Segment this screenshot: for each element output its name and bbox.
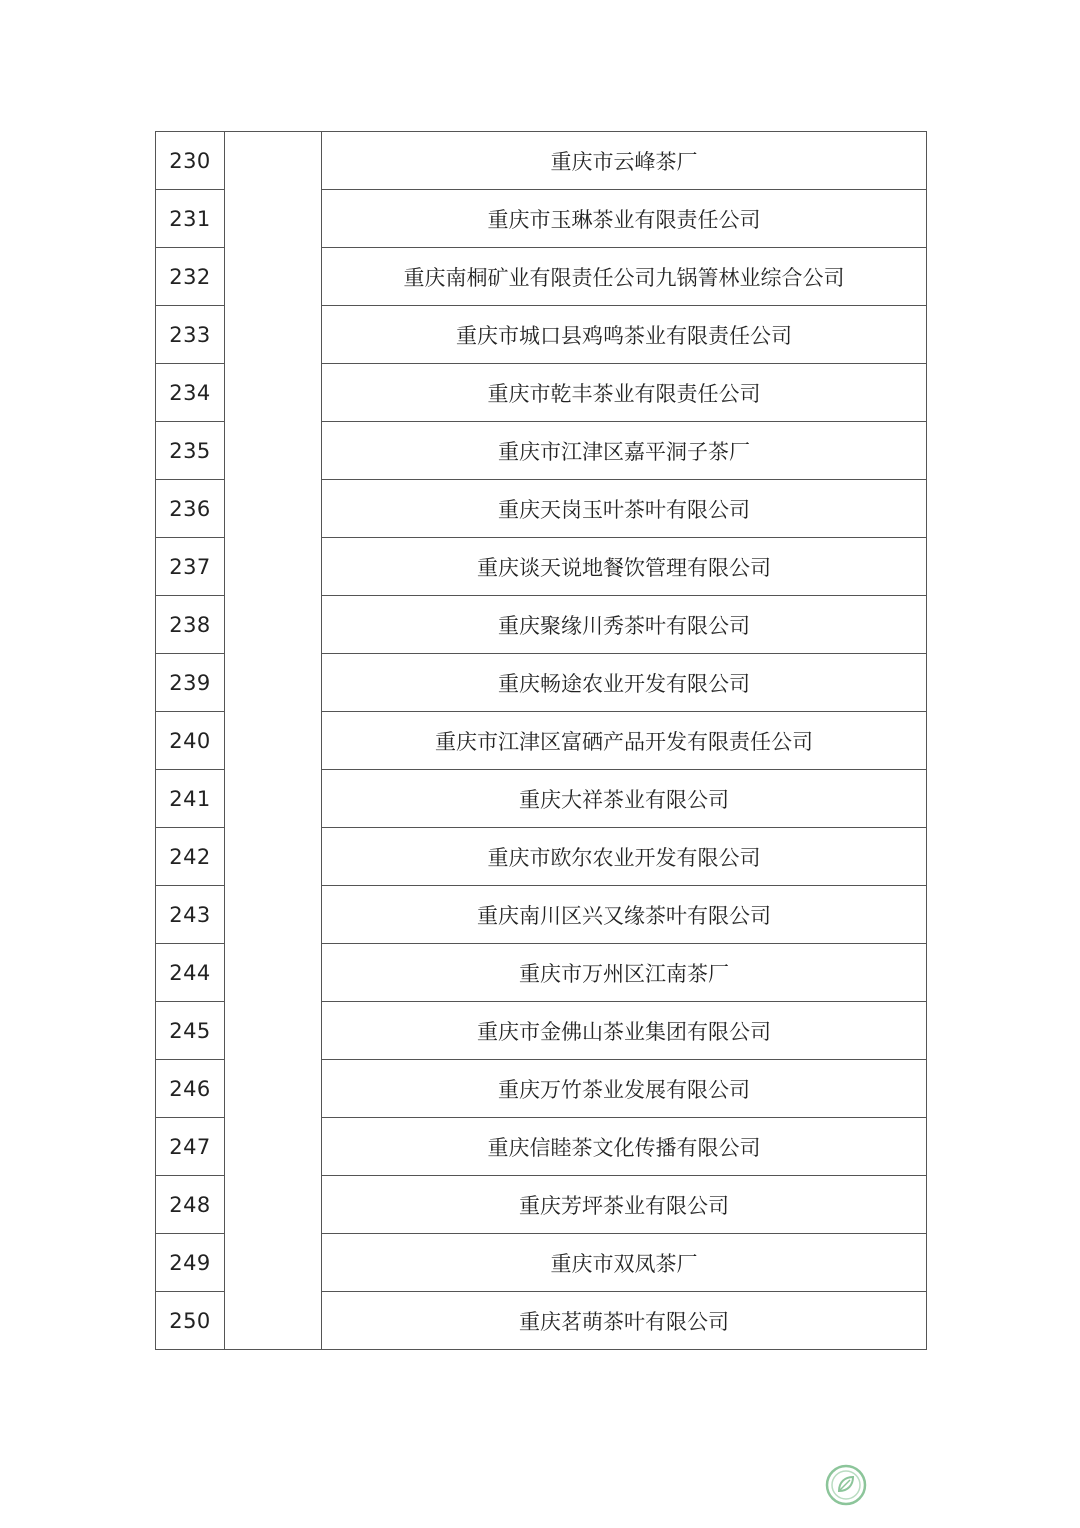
row-number: 240 xyxy=(156,712,225,770)
company-list-table xyxy=(155,131,927,1350)
company-name: 重庆聚缘川秀茶叶有限公司 xyxy=(322,596,927,654)
row-number: 247 xyxy=(156,1118,225,1176)
region-cell xyxy=(225,132,322,1350)
company-name: 重庆市乾丰茶业有限责任公司 xyxy=(322,364,927,422)
row-number: 250 xyxy=(156,1292,225,1350)
company-name: 重庆谈天说地餐饮管理有限公司 xyxy=(322,538,927,596)
row-number: 244 xyxy=(156,944,225,1002)
row-number: 249 xyxy=(156,1234,225,1292)
company-list-body xyxy=(156,132,927,1350)
leaf-circle-logo-icon xyxy=(825,1464,867,1506)
company-name: 重庆大祥茶业有限公司 xyxy=(322,770,927,828)
row-number: 232 xyxy=(156,248,225,306)
company-name: 重庆万竹茶业发展有限公司 xyxy=(322,1060,927,1118)
company-name: 重庆市江津区富硒产品开发有限责任公司 xyxy=(322,712,927,770)
company-name: 重庆市金佛山茶业集团有限公司 xyxy=(322,1002,927,1060)
company-name: 重庆南桐矿业有限责任公司九锅箐林业综合公司 xyxy=(322,248,927,306)
company-name: 重庆信睦茶文化传播有限公司 xyxy=(322,1118,927,1176)
row-number: 234 xyxy=(156,364,225,422)
row-number: 241 xyxy=(156,770,225,828)
row-number: 231 xyxy=(156,190,225,248)
row-number: 246 xyxy=(156,1060,225,1118)
row-number: 243 xyxy=(156,886,225,944)
company-name: 重庆市双凤茶厂 xyxy=(322,1234,927,1292)
row-number: 238 xyxy=(156,596,225,654)
table-row xyxy=(156,132,927,190)
company-name: 重庆市城口县鸡鸣茶业有限责任公司 xyxy=(322,306,927,364)
company-name: 重庆茗萌茶叶有限公司 xyxy=(322,1292,927,1350)
row-number: 236 xyxy=(156,480,225,538)
company-name: 重庆市玉琳茶业有限责任公司 xyxy=(322,190,927,248)
company-name: 重庆市云峰茶厂 xyxy=(322,132,927,190)
row-number: 248 xyxy=(156,1176,225,1234)
company-name: 重庆南川区兴又缘茶叶有限公司 xyxy=(322,886,927,944)
company-name: 重庆芳坪茶业有限公司 xyxy=(322,1176,927,1234)
company-name: 重庆市万州区江南茶厂 xyxy=(322,944,927,1002)
company-name: 重庆市欧尔农业开发有限公司 xyxy=(322,828,927,886)
row-number: 239 xyxy=(156,654,225,712)
row-number: 237 xyxy=(156,538,225,596)
row-number: 235 xyxy=(156,422,225,480)
company-name: 重庆市江津区嘉平洞子茶厂 xyxy=(322,422,927,480)
row-number: 233 xyxy=(156,306,225,364)
company-name: 重庆畅途农业开发有限公司 xyxy=(322,654,927,712)
row-number: 245 xyxy=(156,1002,225,1060)
row-number: 230 xyxy=(156,132,225,190)
row-number: 242 xyxy=(156,828,225,886)
company-name: 重庆天岗玉叶茶叶有限公司 xyxy=(322,480,927,538)
